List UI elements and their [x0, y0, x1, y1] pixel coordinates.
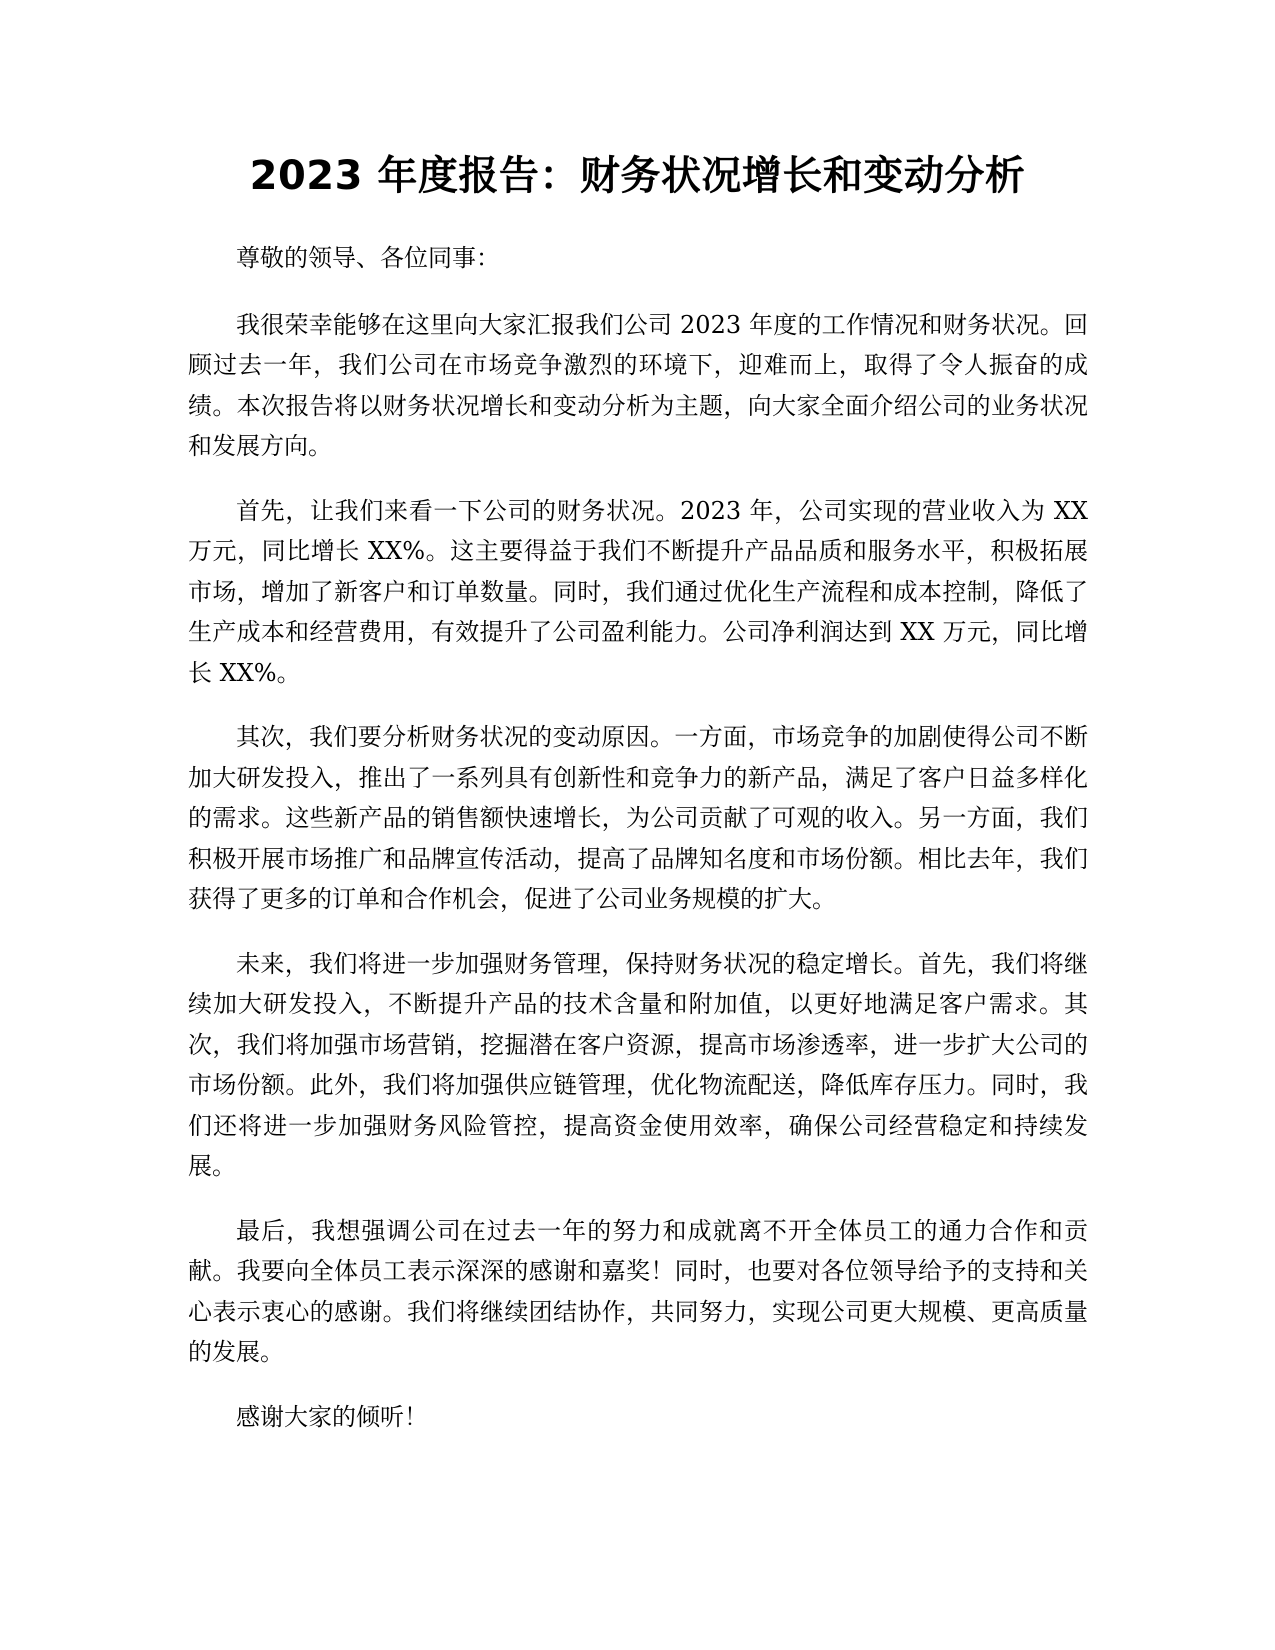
paragraph-change-analysis: 其次，我们要分析财务状况的变动原因。一方面，市场竞争的加剧使得公司不断加大研发投入，推出了一系列具有创新性和竞争力的新产品，满足了客户日益多样化的需求。这些新产品的销售额快速增长，为公司贡献了可观的收入。另一方面，我们积极开展市场推广和品牌宣传活动，提高了品牌知名度和市场份额。相比去年，我们获得了更多的订单和合作机会，促进了公司业务规模的扩大。 [188, 723, 1088, 913]
paragraph-intro: 我很荣幸能够在这里向大家汇报我们公司 2023 年度的工作情况和财务状况。回顾过去一年，我们公司在市场竞争激烈的环境下，迎难而上，取得了令人振奋的成绩。本次报告将以财务状况增长和变动分析为主题，向大家全面介绍公司的业务状况和发展方向。 [188, 310, 1088, 460]
salutation: 尊敬的领导、各位同事： [236, 244, 500, 272]
paragraph-financial-status: 首先，让我们来看一下公司的财务状况。2023 年，公司实现的营业收入为 XX 万元，同比增长 XX%。这主要得益于我们不断提升产品品质和服务水平，积极拓展市场，增加了新客户和订单数量。同时，我们通过优化生产流程和成本控制，降低了生产成本和经营费用，有效提升了公司盈利能力。公司净利润达到 XX 万元，同比增长 XX%。 [188, 496, 1088, 687]
document-title: 2023 年度报告：财务状况增长和变动分析 [249, 153, 1026, 199]
paragraph-future-plans: 未来，我们将进一步加强财务管理，保持财务状况的稳定增长。首先，我们将继续加大研发投入，不断提升产品的技术含量和附加值，以更好地满足客户需求。其次，我们将加强市场营销，挖掘潜在客户资源，提高市场渗透率，进一步扩大公司的市场份额。此外，我们将加强供应链管理，优化物流配送，降低库存压力。同时，我们还将进一步加强财务风险管控，提高资金使用效率，确保公司经营稳定和持续发展。 [188, 949, 1088, 1180]
document-body [188, 238, 1088, 1461]
closing-line: 感谢大家的倾听！ [236, 1402, 428, 1431]
paragraph-acknowledgement: 最后，我想强调公司在过去一年的努力和成就离不开全体员工的通力合作和贡献。我要向全体员工表示深深的感谢和嘉奖！同时，也要对各位领导给予的支持和关心表示衷心的感谢。我们将继续团结协作，共同努力，实现公司更大规模、更高质量的发展。 [188, 1216, 1088, 1366]
